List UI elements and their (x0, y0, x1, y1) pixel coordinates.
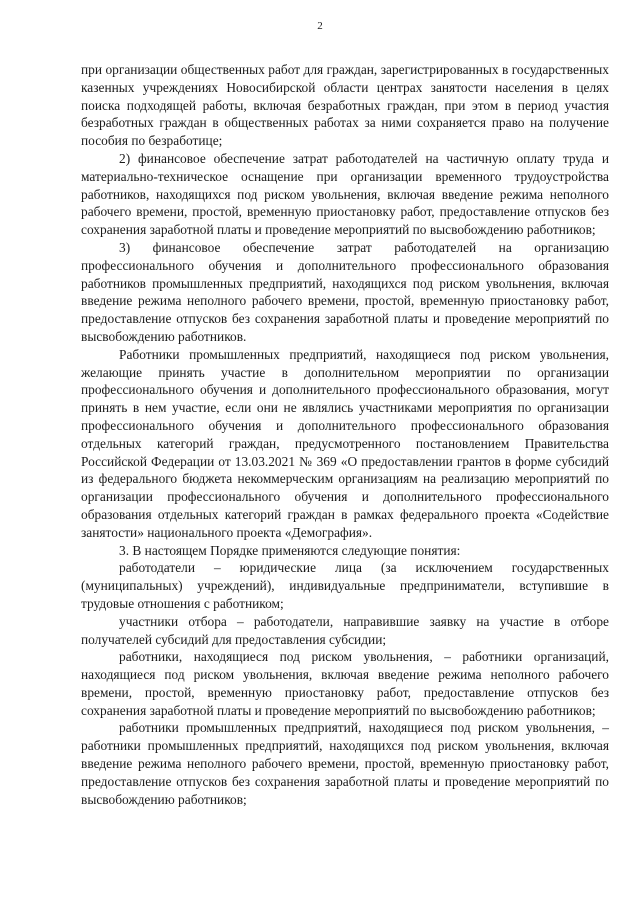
paragraph-definition-participants: участники отбора – работодатели, направившие заявку на участие в отборе получателей субсидий для предоставления субсидии; (81, 613, 609, 647)
document-body (81, 61, 609, 808)
paragraph-definition-industrial-workers: работники промышленных предприятий, находящиеся под риском увольнения, – работники промышленных предприятий, находящихся под риском увольнения, включая введение режима неполного рабочего времени, простой, временную приостановку работ, предоставление отпусков без сохранения заработной платы и проведение мероприятий по высвобождению работников; (81, 720, 609, 807)
paragraph-definition-workers-at-risk: работники, находящиеся под риском увольнения, – работники организаций, находящиеся под риском увольнения, включая введение режима неполного рабочего времени, простой, временную приостановку работ, предоставление отпусков без сохранения заработной платы и проведение мероприятий по высвобождению работников; (81, 649, 609, 718)
paragraph-item-2: 2) финансовое обеспечение затрат работодателей на частичную оплату труда и материально-техническое оснащение при организации временного трудоустройства работников, находящихся под риском увольнения, включая введение режима неполного рабочего времени, простой, временную приостановку работ, предоставление отпусков без сохранения заработной платы и проведение мероприятий по высвобождению работников; (81, 150, 609, 238)
paragraph-item-3: 3) финансовое обеспечение затрат работодателей на организацию профессионального обучения и дополнительного профессионального образования работников промышленных предприятий, находящихся под риском увольнения, включая введение режима неполного рабочего времени, простой, временную приостановку работ, предоставление отпусков без сохранения заработной платы и проведение мероприятий по высвобождению работников. (81, 239, 609, 344)
paragraph-section-3-heading: 3. В настоящем Порядке применяются следующие понятия: (119, 542, 461, 558)
page-number: 2 (317, 20, 323, 32)
paragraph-definition-employers: работодатели – юридические лица (за исключением государственных (муниципальных) учреждений), индивидуальные предприниматели, вступившие в трудовые отношения с работником; (81, 560, 609, 611)
paragraph-public-works: при организации общественных работ для граждан, зарегистрированных в государственных казенных учреждениях Новосибирской области центрах занятости населения в целях поиска подходящей работы, включая безработных граждан, при этом в период участия безработных граждан в общественных работах за ними сохраняется право на получение пособия по безработице; (81, 62, 609, 149)
paragraph-workers-training: Работники промышленных предприятий, находящиеся под риском увольнения, желающие принять участие в дополнительном мероприятии по организации профессионального обучения и дополнительного профессионального образования, могут принять в нем участие, если они не являлись участниками мероприятия по организации профессионального обучения и дополнительного профессионального образования отдельных категорий граждан, предусмотренного постановлением Правительства Российской Федерации от 13.03.2021 № 369 «О предоставлении грантов в форме субсидий из федерального бюджета некоммерческим организациям на реализацию мероприятий по организации профессионального обучения и дополнительного профессионального образования отдельных категорий граждан в рамках федерального проекта «Содействие занятости» национального проекта «Демография». (81, 346, 609, 540)
